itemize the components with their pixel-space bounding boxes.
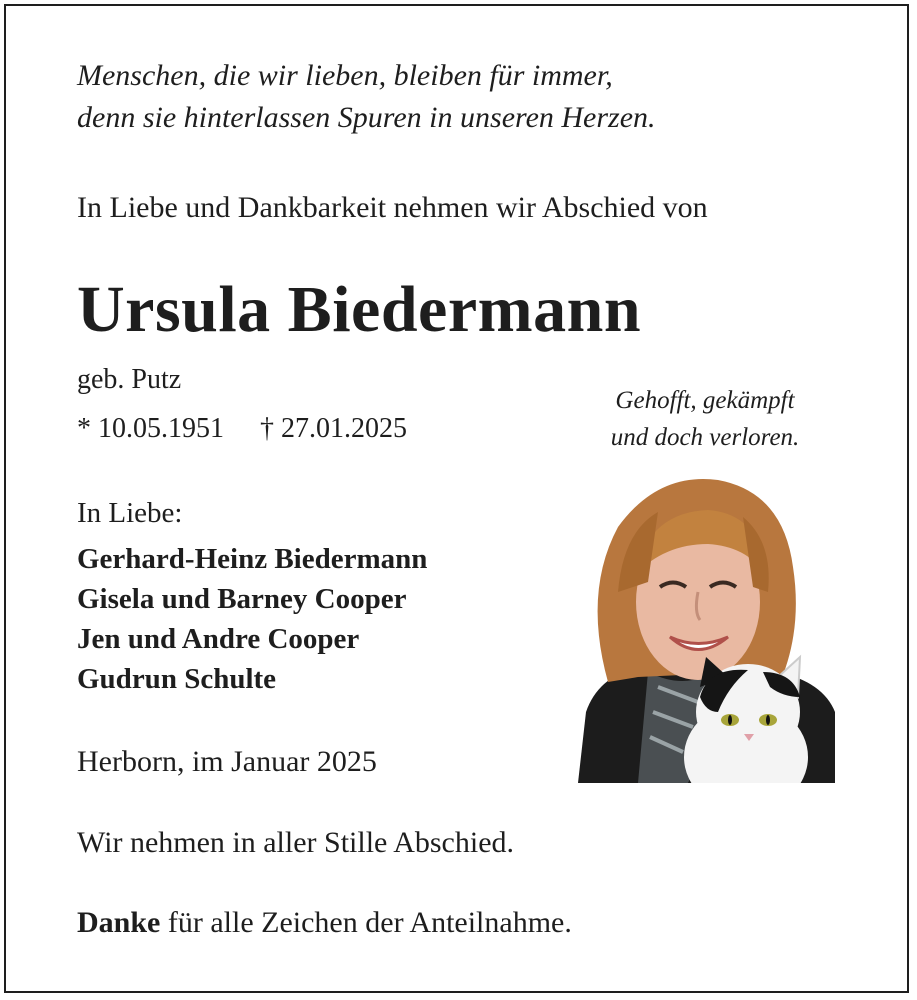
portrait-illustration — [578, 472, 835, 783]
place-date: Herborn, im Januar 2025 — [77, 745, 377, 778]
silence-note: Wir nehmen in aller Stille Abschied. — [77, 826, 515, 859]
opening-quote — [77, 55, 656, 139]
quote-line-1: Menschen, die wir lieben, bleiben für immer, — [77, 59, 613, 92]
mourner: Gerhard-Heinz Biedermann — [77, 543, 428, 575]
motto-line-2: und doch verloren. — [610, 424, 800, 451]
quote-line-2: denn sie hinterlassen Spuren in unseren Herzen. — [77, 101, 656, 134]
mourners-list — [77, 539, 427, 699]
thanks-bold: Danke — [77, 906, 161, 939]
life-dates — [77, 413, 407, 445]
mourners-label: In Liebe: — [77, 497, 183, 529]
death-date: † 27.01.2025 — [260, 413, 407, 444]
thanks-rest: für alle Zeichen der Anteilnahme. — [160, 906, 572, 939]
mourner: Jen und Andre Cooper — [77, 623, 360, 655]
birth-date: * 10.05.1951 — [77, 413, 224, 444]
thanks-note — [77, 906, 572, 940]
mourner: Gisela und Barney Cooper — [77, 583, 407, 615]
intro-text: In Liebe und Dankbarkeit nehmen wir Abschied von — [77, 191, 708, 224]
birth-name: geb. Putz — [77, 364, 182, 395]
motto — [560, 382, 850, 456]
mourner: Gudrun Schulte — [77, 663, 277, 695]
deceased-name: Ursula Biedermann — [77, 273, 642, 346]
portrait-photo — [578, 472, 835, 783]
motto-line-1: Gehofft, gekämpft — [615, 387, 795, 414]
